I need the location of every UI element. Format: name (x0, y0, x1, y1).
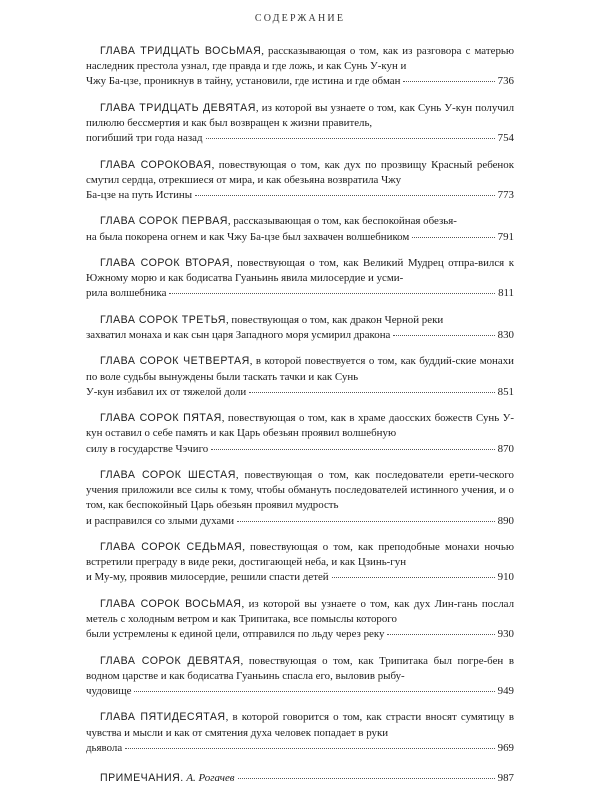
dot-leader (393, 329, 494, 336)
toc-entry-last-text: и Му-му, проявив милосердие, решили спасти детей (86, 571, 329, 584)
toc-entry-description: , повествующая о том, как Великий Мудрец отпра-вился к Южному морю и как бодисатва Гуаньинь явила милосердие и усми- (86, 256, 514, 285)
toc-entry[interactable] (86, 214, 514, 244)
toc-entry-last-line (86, 74, 514, 89)
toc-entry-last-line (86, 442, 514, 457)
toc-entry-last-text: силу в государстве Чэчиго (86, 442, 209, 455)
toc-entry-last-text: рила волшебника (86, 287, 167, 300)
toc-entry-description: , в которой повествуется о том, как буддий-ские монахи по воле судьбы вынуждены были таскать тачки и как Сунь (86, 355, 514, 383)
toc-entry-description: , повествующая о том, как дракон Черной реки (225, 313, 444, 326)
toc-entry-page: 851 (497, 385, 514, 398)
toc-entry-description: , повествующая о том, как преподобные монахи ночью встретили преграду в виде реки, достигающей неба, и как Цзинь-гун (86, 540, 514, 569)
table-of-contents (86, 44, 514, 797)
toc-entry-last-line (86, 514, 514, 529)
toc-entry-body (86, 597, 514, 627)
toc-entry-text (86, 771, 235, 786)
toc-entry-last-line (86, 684, 514, 699)
toc-entry-last-line (86, 286, 514, 301)
dot-leader (206, 132, 495, 139)
toc-entry-heading: ГЛАВА СОРОК ДЕВЯТАЯ (100, 654, 241, 667)
toc-entry-last-text: и расправился со злыми духами (86, 514, 235, 527)
toc-entry-page: 890 (497, 514, 514, 527)
toc-entry[interactable] (86, 411, 514, 457)
dot-leader (237, 515, 495, 522)
toc-entry-body (86, 313, 514, 328)
toc-entry-body (86, 411, 514, 441)
toc-entry-heading: ГЛАВА СОРОК ВОСЬМАЯ (100, 597, 242, 610)
toc-entry-last-line (86, 570, 514, 585)
toc-entry-heading: ГЛАВА СОРОК ЧЕТВЕРТАЯ (100, 355, 250, 368)
toc-entry-description: , повествующая о том, как последователи ерети-ческого учения приложили все силы к тому, чтобы обмануть последователей истинного учения, и о том, как беспокойный Царь обезьян проявил мудрость (86, 468, 514, 512)
toc-entry-last-line (86, 230, 514, 245)
toc-entry-last-text: Ба-цзе на путь Истины (86, 189, 193, 201)
toc-entry-description: , рассказывающая о том, как из разговора с матерью наследник престола узнал, где правда и где ложь, и как Сунь У-кун и (86, 45, 514, 73)
toc-entry-body (86, 654, 514, 684)
toc-entry-page: 736 (497, 75, 514, 88)
toc-entry-notes[interactable] (86, 771, 514, 786)
toc-entry-heading: ГЛАВА СОРОК ШЕСТАЯ (100, 468, 236, 481)
toc-entry-body (86, 214, 514, 229)
toc-entries (86, 44, 514, 756)
toc-entry-page: 830 (497, 328, 514, 341)
toc-entry-page: 969 (497, 741, 514, 754)
toc-entry-page: 811 (498, 287, 514, 300)
page-header: СОДЕРЖАНИЕ (254, 13, 346, 24)
toc-entry-description: , повествующая о том, как Трипитака был погре-бен в водном царстве и как бодисатва Гуаньинь спасла его, выловив рыбу- (86, 654, 515, 682)
toc-entry-page: 791 (497, 230, 514, 243)
toc-entry[interactable] (86, 158, 514, 204)
toc-entry[interactable] (86, 654, 514, 700)
toc-entry-last-line (86, 131, 514, 146)
toc-entry-heading: ГЛАВА СОРОК ВТОРАЯ (100, 256, 230, 269)
toc-entry-body (86, 44, 514, 74)
toc-entry-page: 987 (497, 771, 514, 784)
toc-entry[interactable] (86, 540, 514, 586)
toc-entry-last-line (86, 741, 514, 756)
toc-entry-heading: ПРИМЕЧАНИЯ. (100, 771, 184, 784)
toc-entry[interactable] (86, 354, 514, 400)
toc-entry-last-line (86, 385, 514, 400)
toc-entry-heading: ГЛАВА СОРОКОВАЯ (100, 158, 212, 171)
toc-entry-last-line (86, 188, 514, 203)
dot-leader (332, 571, 495, 578)
toc-entry-page: 773 (497, 189, 514, 201)
toc-entry-last-text: Чжу Ба-цзе, проникнув в тайну, установили, где истина и где обман (86, 75, 401, 88)
toc-entry-last-line (86, 627, 514, 642)
toc-entry-heading: ГЛАВА СОРОК ТРЕТЬЯ (100, 313, 226, 326)
toc-entry-heading: ГЛАВА ТРИДЦАТЬ ВОСЬМАЯ (100, 45, 262, 57)
dot-leader (387, 628, 494, 635)
toc-entry-last-text: дьявола (86, 741, 123, 754)
toc-entry[interactable] (86, 44, 514, 90)
toc-entry-description: , из которой вы узнаете о том, как дух Лин-гань послал метель с холодным ветром и как Трипитака, все помыслы которого (86, 597, 515, 625)
dot-leader (211, 443, 494, 450)
toc-entry-page: 870 (497, 442, 514, 455)
toc-entry-last-line (86, 771, 514, 786)
toc-entry[interactable] (86, 468, 514, 529)
toc-entry-last-text: погибший три года назад (86, 132, 203, 145)
toc-entry-description: , из которой вы узнаете о том, как Сунь У-кун получил пилюлю бессмертия и как был возвращен к жизни правитель, (86, 101, 515, 129)
toc-entry-body (86, 101, 514, 131)
dot-leader (195, 189, 495, 196)
toc-entry-description: , повествующая о том, как дух по прозвищу Красный ребенок смутил сердца, отрекшиеся от мира, и как обезьяна возвратила Чжу (86, 158, 514, 186)
toc-entry-page: 930 (497, 628, 514, 641)
toc-entry-last-text: захватил монаха и как сын царя Западного моря усмирил дракона (86, 328, 391, 341)
dot-leader (169, 287, 495, 294)
toc-entry-body (86, 540, 514, 570)
toc-entry-page: 754 (497, 132, 514, 145)
toc-entry-last-line (86, 328, 514, 343)
toc-entry-heading: ГЛАВА СОРОК ПЕРВАЯ (100, 215, 228, 228)
toc-entry-description: , рассказывающая о том, как беспокойная обезья- (227, 215, 457, 228)
toc-entry-last-text: У-кун избавил их от тяжелой доли (86, 385, 247, 398)
dot-leader (403, 75, 494, 82)
dot-leader (238, 772, 495, 779)
toc-entry-heading: ГЛАВА СОРОК ПЯТАЯ (100, 412, 222, 425)
toc-entry-body (86, 710, 514, 740)
dot-leader (134, 685, 494, 692)
toc-entry-description: , повествующая о том, как в храме даосских божеств Сунь У-кун оставил о себе память и как Царь обезьян проявил волшебную (86, 412, 514, 440)
toc-entry-description: , в которой говорится о том, как страсти вносят сумятицу в чувства и мысли и как от смятения духа человек попадает в руки (86, 711, 514, 739)
toc-entry-body (86, 158, 514, 188)
toc-entry-heading: ГЛАВА СОРОК СЕДЬМАЯ (100, 540, 243, 553)
dot-leader (249, 386, 494, 393)
toc-entry-author: А. Рогачев (186, 771, 235, 784)
toc-entry-page: 910 (497, 571, 514, 584)
toc-entry-body (86, 256, 514, 286)
toc-entry-heading: ГЛАВА ТРИДЦАТЬ ДЕВЯТАЯ (100, 101, 256, 114)
dot-leader (412, 231, 494, 238)
toc-entry-last-text: чудовище (86, 684, 132, 697)
toc-entry-body (86, 354, 514, 384)
toc-entry[interactable] (86, 256, 514, 302)
toc-entry-page: 949 (497, 684, 514, 697)
toc-entry-last-text: были устремлены к единой цели, отправился по льду через реку (86, 628, 385, 641)
dot-leader (125, 742, 495, 749)
toc-entry-last-text: на была покорена огнем и как Чжу Ба-цзе был захвачен волшебником (86, 230, 410, 243)
toc-entry-heading: ГЛАВА ПЯТИДЕСЯТАЯ (100, 711, 226, 724)
toc-entry[interactable] (86, 101, 514, 147)
toc-entry[interactable] (86, 597, 514, 643)
toc-entry[interactable] (86, 710, 514, 756)
toc-entry[interactable] (86, 313, 514, 343)
toc-entry-body (86, 468, 514, 514)
